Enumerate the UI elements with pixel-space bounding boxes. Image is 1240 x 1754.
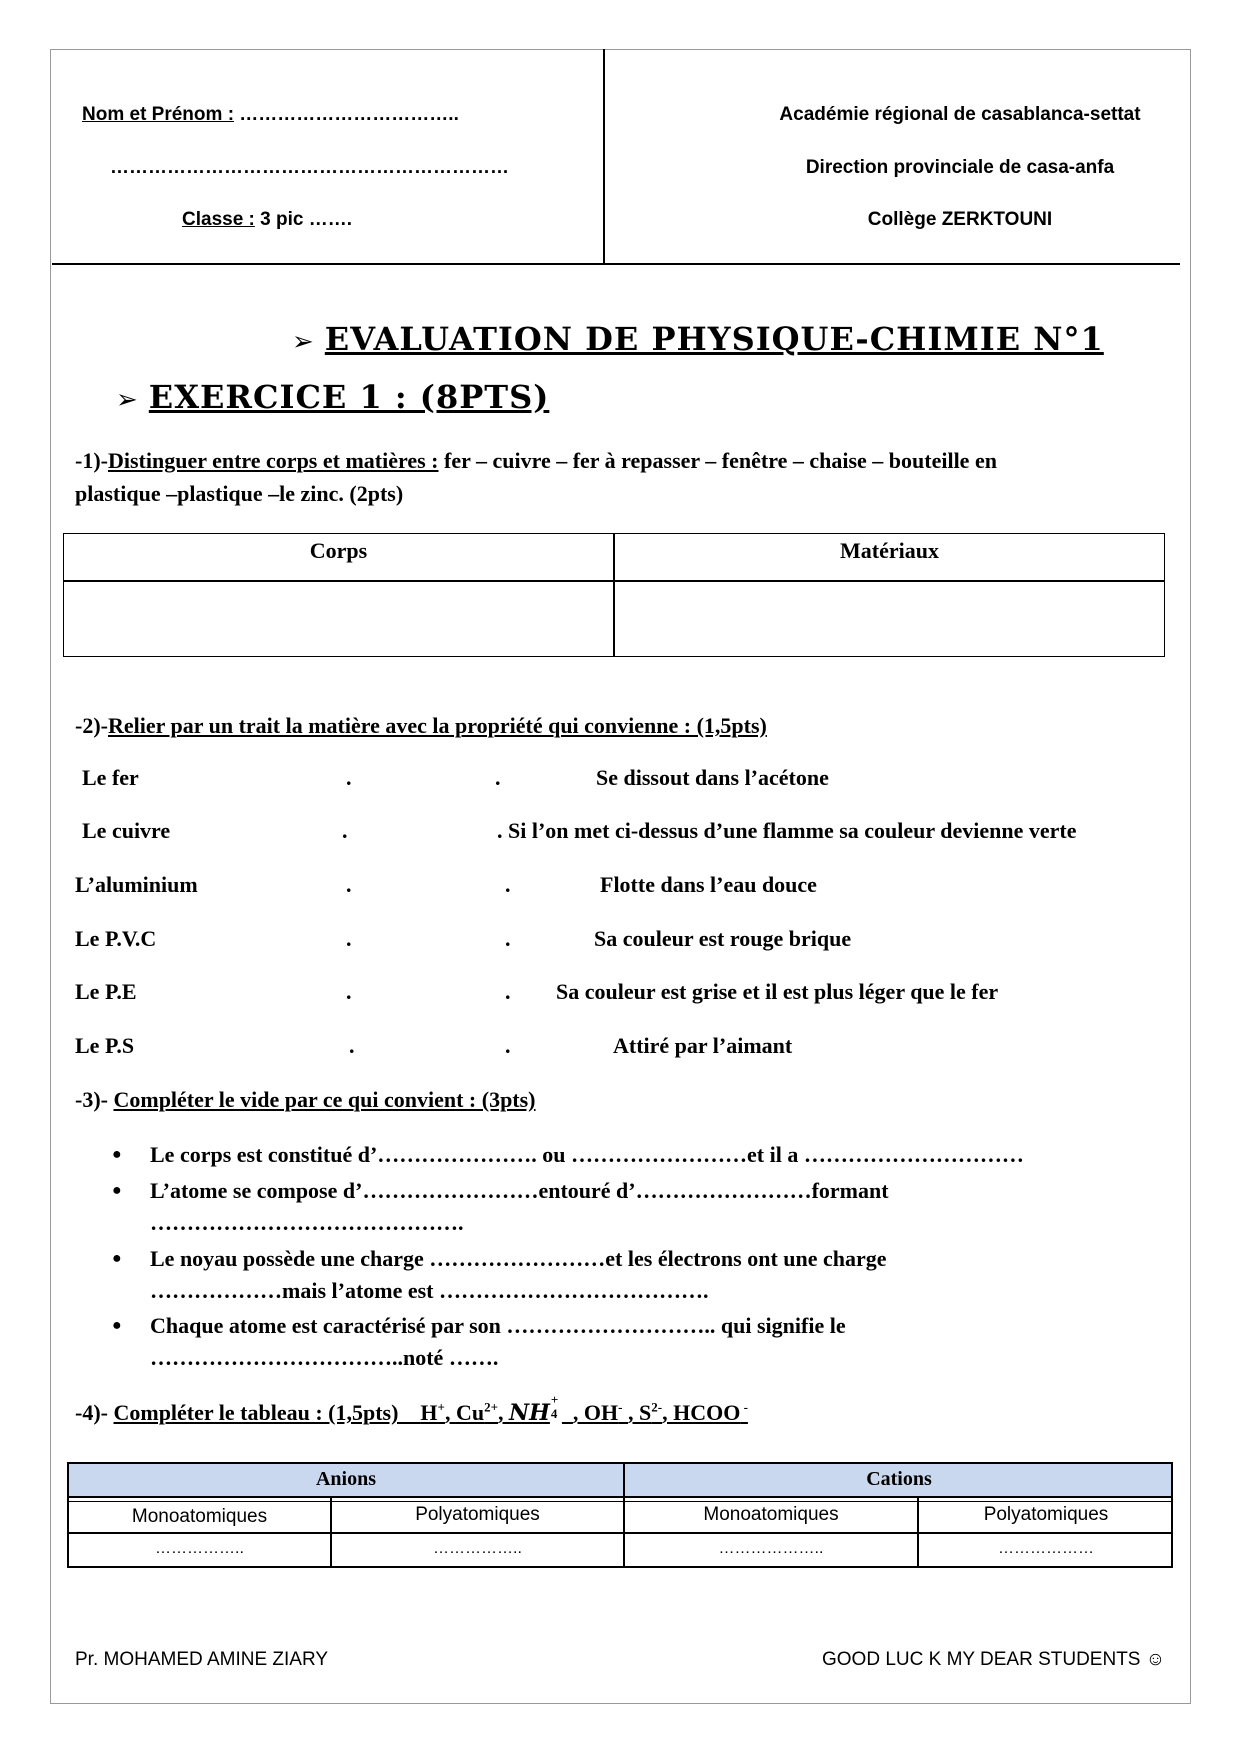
exercise-title xyxy=(116,378,549,416)
class-value: 3 pic ……. xyxy=(254,209,353,230)
college-name: Collège ZERKTOUNI xyxy=(867,209,1053,230)
corps-materiaux-table xyxy=(63,533,1165,657)
ion-hcoo-charge: - xyxy=(740,1399,748,1415)
match-dot-left: . xyxy=(346,926,352,951)
ion-s: , S xyxy=(628,1400,652,1425)
q3-label: Compléter le vide par ce qui convient : (3pts) xyxy=(113,1087,536,1112)
arrow-icon: ➢ xyxy=(116,385,139,415)
match-dot-right: . xyxy=(505,926,511,951)
answer-anions-mono: …………….. xyxy=(155,1540,244,1557)
q1-label: Distinguer entre corps et matières : xyxy=(107,448,439,473)
match-dot-left: . xyxy=(342,818,348,843)
ion-h: H xyxy=(420,1400,438,1425)
class-field xyxy=(182,209,352,231)
q2-num: -2)- xyxy=(75,713,108,738)
match-right-2: . Si l’on met ci-dessus d’une flamme sa couleur devienne verte xyxy=(497,818,1077,843)
main-title-text: EVALUATION DE PHYSIQUE-CHIMIE N°1 xyxy=(324,320,1104,358)
q1-line1 xyxy=(75,448,997,474)
subheader-cations-mono: Monoatomiques xyxy=(703,1504,839,1525)
ion-s-charge: 2- xyxy=(651,1399,663,1415)
q3-bullet-4-line1: Chaque atome est caractérisé par son ……………………….. qui signifie le xyxy=(150,1313,846,1338)
subheader-anions-poly: Polyatomiques xyxy=(415,1504,540,1525)
ion-hcoo: , HCOO xyxy=(662,1400,741,1425)
match-left-1: Le fer xyxy=(82,765,139,790)
q4-label: Compléter le tableau : (1,5pts) xyxy=(113,1400,399,1425)
match-left-5: Le P.E xyxy=(75,979,137,1004)
ion-nh-charge: + xyxy=(550,1392,559,1407)
q2-label: Relier par un trait la matière avec la propriété qui convienne : (1,5pts) xyxy=(107,713,767,738)
q3-bullet-2-line1: L’atome se compose d’……………………entouré d’……………………formant xyxy=(150,1178,889,1203)
subheader-cations-poly: Polyatomiques xyxy=(983,1504,1109,1525)
ion-cu: Cu xyxy=(455,1400,485,1425)
match-left-3: L’aluminium xyxy=(75,872,198,897)
direction-name: Direction provinciale de casa-anfa xyxy=(805,157,1115,178)
ion-oh-charge: - xyxy=(618,1399,623,1415)
match-dot-left: . xyxy=(349,1033,355,1058)
q1-num: -1)- xyxy=(75,448,108,473)
match-left-4: Le P.V.C xyxy=(75,926,157,951)
table-header-materiaux: Matériaux xyxy=(840,538,939,563)
ions-table xyxy=(67,1462,1173,1568)
table-divider xyxy=(69,1532,1171,1534)
header-anions: Anions xyxy=(315,1468,377,1490)
header-divider-horizontal xyxy=(52,263,1180,265)
table-divider xyxy=(64,580,1164,582)
bullet-icon: ● xyxy=(112,1182,122,1199)
answer-anions-poly: …………….. xyxy=(433,1540,522,1557)
q3-bullet-3-line2: ………………mais l’atome est ………………………………. xyxy=(150,1278,709,1303)
subheader-anions-mono: Monoatomiques xyxy=(131,1506,268,1527)
match-dot-right: . xyxy=(505,872,511,897)
q3-heading xyxy=(75,1087,536,1113)
bullet-icon: ● xyxy=(112,1146,122,1163)
match-right-4: Sa couleur est rouge brique xyxy=(594,926,852,951)
header-cations: Cations xyxy=(866,1468,932,1490)
q3-bullet-4-line2: ……………………………..noté ……. xyxy=(150,1345,499,1370)
ion-h-charge: + xyxy=(437,1399,445,1415)
name-field xyxy=(82,104,459,126)
match-left-2: Le cuivre xyxy=(82,818,171,843)
answer-cations-mono: ……………….. xyxy=(718,1540,824,1557)
q1-line2: plastique –plastique –le zinc. (2pts) xyxy=(75,481,404,506)
footer-message: GOOD LUC K MY DEAR STUDENTS ☺ xyxy=(822,1649,1166,1670)
name-dots: …………………………….. xyxy=(234,104,459,125)
ion-nh: NH xyxy=(509,1400,550,1426)
table-divider xyxy=(69,1498,1171,1502)
name-dots-line2: ……………………………………………………… xyxy=(110,157,509,178)
q3-bullet-1: Le corps est constitué d’…………………. ou ……………………et il a ………………………… xyxy=(150,1142,1024,1167)
exercise-title-text: EXERCICE 1 : (8PTS) xyxy=(148,378,550,416)
match-dot-right: . xyxy=(505,1033,511,1058)
arrow-icon: ➢ xyxy=(292,327,315,357)
match-left-6: Le P.S xyxy=(75,1033,135,1058)
q4-heading xyxy=(75,1392,748,1426)
match-right-6: Attiré par l’aimant xyxy=(613,1033,793,1058)
ion-cu-charge: 2+ xyxy=(484,1399,499,1415)
match-right-1: Se dissout dans l’acétone xyxy=(596,765,829,790)
bullet-icon: ● xyxy=(112,1250,122,1267)
q4-underlined: Compléter le tableau : (1,5pts) H+, $Cu^{2+}$, NH + 4 , OH- , $S^{2-}$, HCOO - xyxy=(113,1392,748,1426)
match-right-3: Flotte dans l’eau douce xyxy=(600,872,817,897)
match-right-5: Sa couleur est grise et il est plus léger que le fer xyxy=(556,979,999,1004)
q3-bullet-2-line2: ……………………………………. xyxy=(150,1210,464,1235)
name-label: Nom et Prénom : xyxy=(82,104,235,125)
match-dot-left: . xyxy=(346,765,352,790)
match-dot-right: . xyxy=(495,765,501,790)
main-title xyxy=(292,320,1104,358)
bullet-icon: ● xyxy=(112,1317,122,1334)
match-dot-right: . xyxy=(505,979,511,1004)
q2-heading xyxy=(75,713,767,739)
ion-oh: , OH xyxy=(572,1400,619,1425)
q3-num: -3)- xyxy=(75,1087,114,1112)
q1-text1: fer – cuivre – fer à repasser – fenêtre – chaise – bouteille en xyxy=(438,448,997,473)
header-divider-vertical xyxy=(603,49,605,265)
academy-name: Académie régional de casablanca-settat xyxy=(779,104,1141,125)
q3-bullet-3-line1: Le noyau possède une charge ……………………et les électrons ont une charge xyxy=(150,1246,887,1271)
ion-nh-index: 4 xyxy=(550,1406,558,1421)
answer-cations-poly: ……………… xyxy=(998,1540,1094,1557)
footer-teacher: Pr. MOHAMED AMINE ZIARY xyxy=(75,1649,329,1670)
table-header-corps: Corps xyxy=(309,538,368,563)
match-dot-left: . xyxy=(346,979,352,1004)
ion-nh-indices xyxy=(550,1392,562,1421)
class-label: Classe : xyxy=(182,209,255,230)
match-dot-left: . xyxy=(346,872,352,897)
q4-num: -4)- xyxy=(75,1400,114,1425)
